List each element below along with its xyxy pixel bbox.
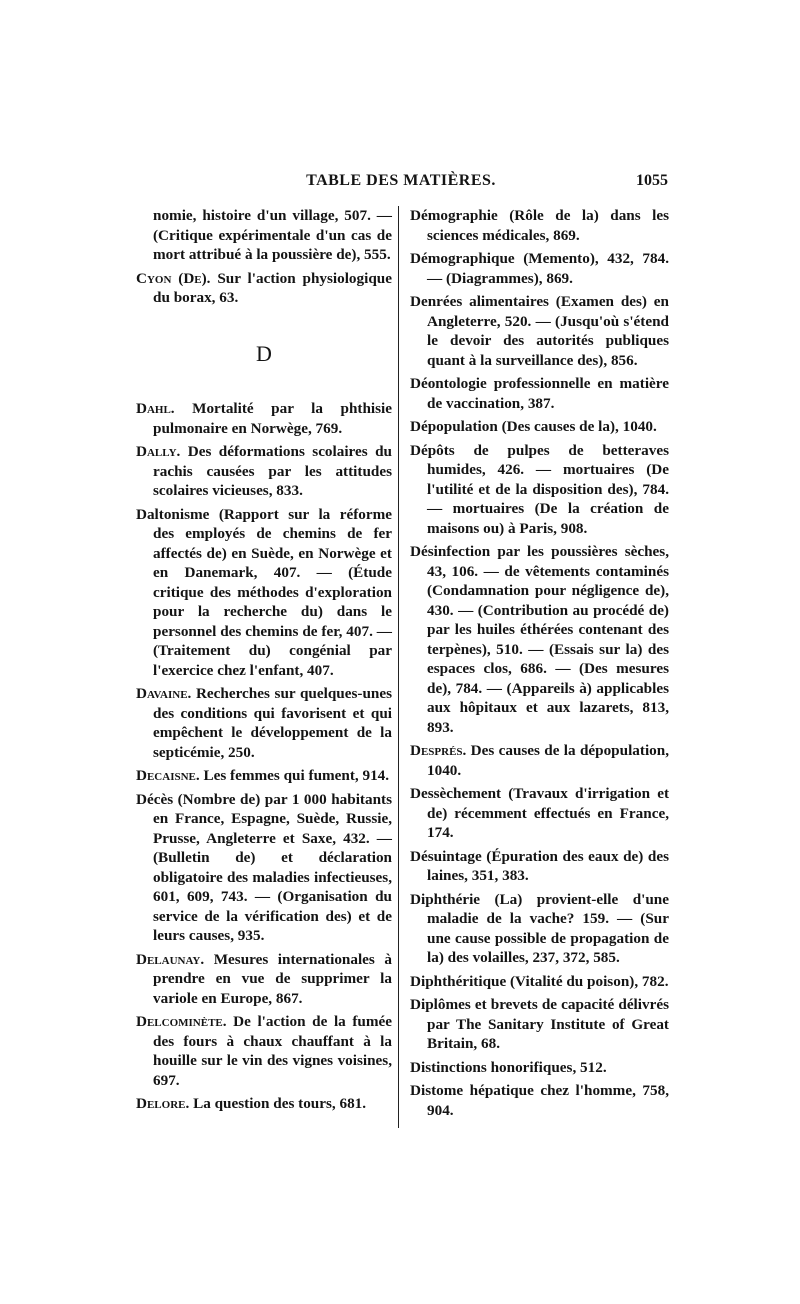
- index-entry: Déontologie professionnelle en matière de vaccination, 387.: [410, 375, 669, 412]
- index-entry: Delore. La question des tours, 681.: [136, 1095, 367, 1112]
- index-entry: Démographique (Memento), 432, 784. — (Diagrammes), 869.: [410, 250, 669, 287]
- index-entry: Dépopulation (Des causes de la), 1040.: [410, 418, 657, 435]
- index-entry: Diplômes et brevets de capacité délivrés par The Sanitary Institute of Great Britain, 68.: [410, 996, 669, 1052]
- index-entry: Décès (Nombre de) par 1 000 habitants en France, Espagne, Suède, Russie, Prusse, Angleterre et Saxe, 432. — (Bulletin de) et déclaration obligatoire des maladies infectieuses, 601, 609, 743. — (Organisation du service de la vérification des) et de leurs causes, 935.: [136, 790, 392, 944]
- index-entry: Delcominète. De l'action de la fumée des fours à chaux chauffant à la houille sur le vin des vignes voisines, 697.: [136, 1013, 392, 1089]
- index-entry: Désinfection par les poussières sèches, 43, 106. — de vêtements contaminés (Condamnation pour négligence de), 430. — (Contribution au procédé de) par les huiles éthérées contenant des terpènes), 510. — (Essais sur la) des espaces clos, 686. — (Des mesures de), 784. — (Appareils à) applicables aux hôpitaux et aux lazarets, 813, 893.: [410, 543, 669, 736]
- page-number: 1055: [636, 172, 668, 189]
- running-title: TABLE DES MATIÈRES.: [306, 172, 496, 189]
- index-entry: Dahl. Mortalité par la phthisie pulmonaire en Norwège, 769.: [136, 400, 392, 437]
- index-entry: Després. Des causes de la dépopulation, 1040.: [410, 742, 669, 779]
- index-entry: Dessèchement (Travaux d'irrigation et de) récemment effectués en France, 174.: [410, 785, 669, 841]
- section-letter: D: [256, 340, 272, 366]
- index-entry: Daltonisme (Rapport sur la réforme des employés de chemins de fer affectés de) en Suède, en Norwège et en Danemark, 407. — (Étude critique des méthodes d'exploration pour la recherche du) dans le personnel des chemins de fer, 407. — (Traitement du) congénial par l'exercice chez l'enfant, 407.: [136, 505, 392, 679]
- index-entry: Désuintage (Épuration des eaux de) des laines, 351, 383.: [410, 847, 669, 884]
- index-entry: Dépôts de pulpes de betteraves humides, 426. — mortuaires (De l'utilité et de la disposition des), 784. — mortuaires (De la création de maisons ou) à Paris, 908.: [410, 441, 669, 537]
- right-column: [410, 206, 669, 1124]
- index-entry: Cyon (De). Sur l'action physiologique du borax, 63.: [136, 269, 392, 306]
- index-entry: Distinctions honorifiques, 512.: [410, 1058, 607, 1076]
- index-entry: Démographie (Rôle de la) dans les sciences médicales, 869.: [410, 207, 669, 244]
- index-entry: Diphthéritique (Vitalité du poison), 782.: [410, 972, 669, 990]
- left-column: [136, 206, 392, 1118]
- index-entry: Delaunay. Mesures internationales à prendre en vue de supprimer la variole en Europe, 867.: [136, 950, 392, 1007]
- index-entry: Denrées alimentaires (Examen des) en Angleterre, 520. — (Jusqu'où s'étend le devoir des autorités publiques quant à la surveillance des), 856.: [410, 293, 669, 369]
- index-entry: Dally. Des déformations scolaires du rachis causées par les attitudes scolaires vicieuses, 833.: [136, 443, 392, 499]
- index-entry: Decaisne. Les femmes qui fument, 914.: [136, 767, 390, 784]
- index-entry: Distome hépatique chez l'homme, 758, 904.: [410, 1082, 669, 1119]
- index-entry: Diphthérie (La) provient-elle d'une maladie de la vache? 159. — (Sur une cause possible de propagation de la) des volailles, 237, 372, 585.: [410, 890, 669, 966]
- index-entry: Davaine. Recherches sur quelques-unes des conditions qui favorisent et qui empêchent le développement de la septicémie, 250.: [136, 685, 392, 761]
- page-header: [134, 172, 668, 198]
- column-divider: [398, 206, 399, 1128]
- index-entry: nomie, histoire d'un village, 507. — (Critique expérimentale d'un cas de mort attribué à la poussière de), 555.: [153, 207, 392, 263]
